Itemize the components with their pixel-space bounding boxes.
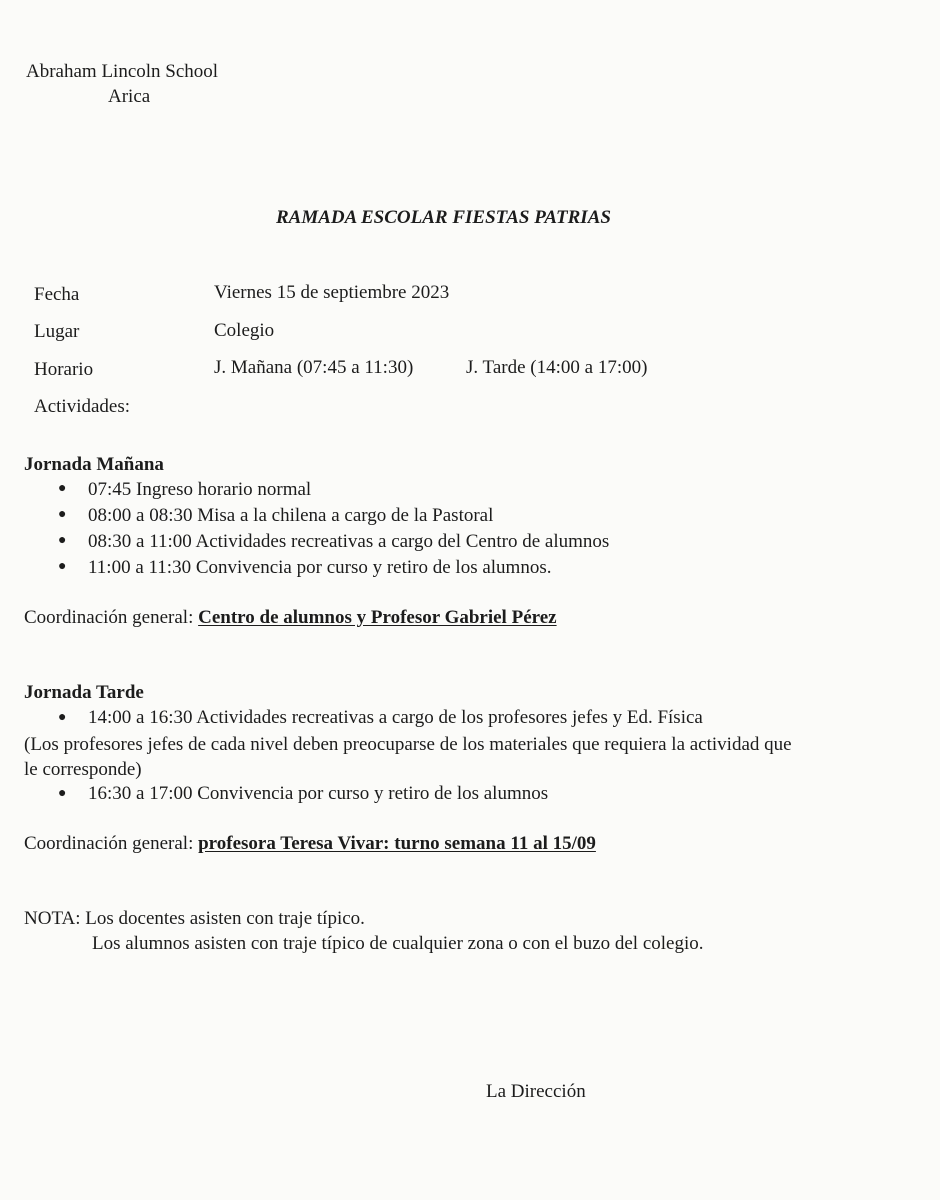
bullet-icon: ● [58,786,67,801]
info-value-horario-morning: J. Mañana (07:45 a 11:30) [214,357,414,378]
info-value-lugar: Colegio [214,320,275,341]
coordination-label: Coordinación general: [24,607,194,628]
afternoon-heading: Jornada Tarde [24,682,144,703]
info-label-lugar: Lugar [34,321,80,342]
list-item: 14:00 a 16:30 Actividades recreativas a cargo de los profesores jefes y Ed. Física [88,707,703,728]
school-name: Abraham Lincoln School [26,61,219,82]
morning-heading: Jornada Mañana [24,454,164,475]
info-label-horario: Horario [34,359,94,380]
nota-line1: NOTA: Los docentes asisten con traje típico. [24,908,365,929]
info-label-actividades: Actividades: [34,396,131,417]
morning-coordination [24,608,557,627]
info-value-fecha: Viernes 15 de septiembre 2023 [214,282,450,303]
coordination-value: profesora Teresa Vivar: turno semana 11 al 15/09 [198,833,596,854]
bullet-icon: ● [58,710,67,725]
bullet-icon: ● [58,507,67,522]
list-item: 11:00 a 11:30 Convivencia por curso y retiro de los alumnos. [88,557,552,578]
bullet-icon: ● [58,559,67,574]
list-item: 08:30 a 11:00 Actividades recreativas a cargo del Centro de alumnos [88,531,610,552]
coordination-value: Centro de alumnos y Profesor Gabriel Pérez [198,607,557,628]
afternoon-note-line1: (Los profesores jefes de cada nivel deben preocuparse de los materiales que requiera la actividad que [24,734,792,755]
list-item: 16:30 a 17:00 Convivencia por curso y retiro de los alumnos [88,783,549,804]
info-value-horario-afternoon: J. Tarde (14:00 a 17:00) [466,357,648,378]
school-city: Arica [108,86,151,107]
bullet-icon: ● [58,533,67,548]
afternoon-coordination [24,834,596,853]
list-item: 07:45 Ingreso horario normal [88,479,312,500]
afternoon-note-line2: le corresponde) [24,759,142,780]
coordination-label: Coordinación general: [24,833,194,854]
info-label-fecha: Fecha [34,284,80,305]
list-item: 08:00 a 08:30 Misa a la chilena a cargo de la Pastoral [88,505,494,526]
bullet-icon: ● [58,481,67,496]
signature: La Dirección [486,1081,586,1102]
document-title: RAMADA ESCOLAR FIESTAS PATRIAS [276,207,611,228]
nota-line2: Los alumnos asisten con traje típico de cualquier zona o con el buzo del colegio. [92,933,704,954]
